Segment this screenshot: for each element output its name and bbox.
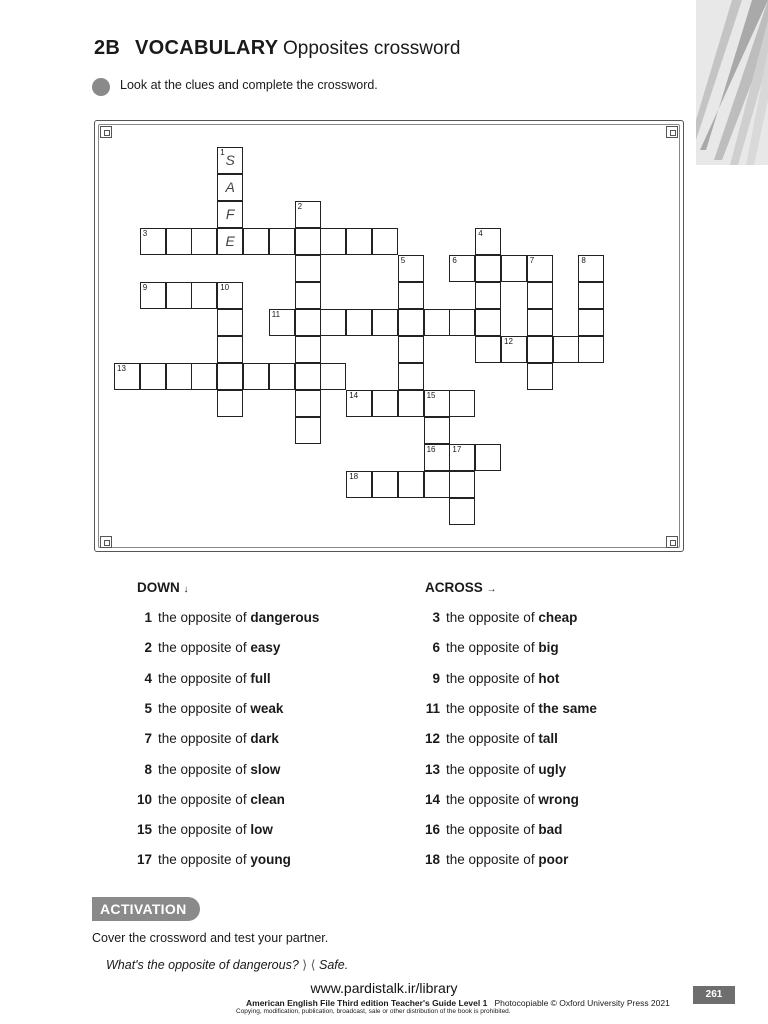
clue-keyword: easy xyxy=(250,640,281,656)
clue-number: 10 xyxy=(220,283,230,292)
crossword-cell[interactable] xyxy=(372,471,398,498)
crossword-cell[interactable] xyxy=(449,390,475,417)
answer-letter: F xyxy=(225,206,235,222)
down-clue xyxy=(130,762,280,782)
crossword-cell[interactable] xyxy=(398,255,424,282)
crossword-cell[interactable] xyxy=(346,390,372,417)
clue-number: 17 xyxy=(136,852,152,868)
across-clue xyxy=(418,701,597,721)
clue-number: 7 xyxy=(529,256,535,265)
crossword-cell[interactable] xyxy=(346,471,372,498)
clue-number: 6 xyxy=(452,256,457,265)
crossword-cell[interactable] xyxy=(295,417,321,444)
clue-number: 16 xyxy=(424,822,440,838)
across-clue xyxy=(418,731,558,751)
across-clue xyxy=(418,671,559,691)
clue-number: 6 xyxy=(432,640,440,656)
clue-keyword: wrong xyxy=(538,791,579,807)
clue-keyword: full xyxy=(250,670,271,686)
clue-text: the opposite of xyxy=(446,822,539,838)
answer-letter: E xyxy=(225,233,235,249)
clue-number: 14 xyxy=(424,791,440,807)
clue-text: the opposite of xyxy=(158,761,251,777)
crossword-cell[interactable] xyxy=(501,255,527,282)
clue-keyword: bad xyxy=(538,822,563,838)
frame-corner-ornament xyxy=(100,126,112,138)
crossword-cell[interactable] xyxy=(243,228,269,255)
clue-keyword: ugly xyxy=(538,761,567,777)
crossword-cell[interactable] xyxy=(217,174,243,201)
clue-number: 1 xyxy=(220,148,225,157)
down-clue xyxy=(130,671,271,691)
clue-keyword: big xyxy=(538,640,559,656)
crossword-cell[interactable] xyxy=(295,309,321,336)
crossword-cell[interactable] xyxy=(424,309,450,336)
crossword-cell[interactable] xyxy=(475,282,501,309)
crossword-cell[interactable] xyxy=(475,309,501,336)
clue-text: the opposite of xyxy=(158,670,251,686)
clue-number: 9 xyxy=(142,283,148,292)
clue-number: 7 xyxy=(144,731,152,747)
clue-text: the opposite of xyxy=(158,731,251,747)
crossword-cell[interactable] xyxy=(320,363,346,390)
across-clue xyxy=(418,610,577,630)
crossword-cell[interactable] xyxy=(398,363,424,390)
crossword-cell[interactable] xyxy=(295,201,321,228)
crossword-cell[interactable] xyxy=(578,336,604,363)
clue-number: 18 xyxy=(349,472,359,481)
down-clue xyxy=(130,610,319,630)
crossword-cell[interactable] xyxy=(398,390,424,417)
right-arrow-icon: → xyxy=(486,584,497,595)
clue-number: 15 xyxy=(136,822,152,838)
crossword-cell[interactable] xyxy=(320,228,346,255)
clue-text: the opposite of xyxy=(446,610,539,625)
activation-example: What's the opposite of dangerous? ⟩ ⟨ Safe. xyxy=(106,958,349,972)
clue-text: the opposite of xyxy=(446,640,539,656)
clue-number: 11 xyxy=(425,700,440,716)
across-clue xyxy=(418,792,579,812)
clue-keyword: weak xyxy=(250,700,284,716)
crossword-cell[interactable] xyxy=(527,336,553,363)
crossword-cell[interactable] xyxy=(217,309,243,336)
activation-label: ACTIVATION xyxy=(92,897,200,921)
across-clue xyxy=(418,822,562,842)
crossword-cell[interactable] xyxy=(217,363,243,390)
page-number: 261 xyxy=(693,986,735,1004)
frame-corner-ornament xyxy=(100,536,112,548)
crossword-cell[interactable] xyxy=(217,336,243,363)
crossword-cell[interactable] xyxy=(475,228,501,255)
clue-number: 11 xyxy=(271,310,281,319)
clue-number: 16 xyxy=(426,445,436,454)
crossword-cell[interactable] xyxy=(449,444,475,471)
clue-number: 18 xyxy=(424,852,440,868)
page-title: Opposites crossword xyxy=(283,38,461,59)
clue-keyword: slow xyxy=(250,761,281,777)
crossword-cell[interactable] xyxy=(424,417,450,444)
crossword-cell[interactable] xyxy=(191,228,217,255)
crossword-cell[interactable] xyxy=(527,255,553,282)
clue-number: 9 xyxy=(432,670,440,686)
clue-keyword: clean xyxy=(250,791,285,807)
clue-keyword: cheap xyxy=(538,610,578,625)
clue-text: the opposite of xyxy=(446,700,539,716)
clue-number: 13 xyxy=(117,364,126,373)
crossword-cell[interactable] xyxy=(295,282,321,309)
crossword-cell[interactable] xyxy=(346,228,372,255)
crossword-cell[interactable] xyxy=(269,228,295,255)
crossword-cell[interactable] xyxy=(295,390,321,417)
crossword-cell[interactable] xyxy=(527,282,553,309)
clue-number: 8 xyxy=(144,761,152,777)
crossword-cell[interactable] xyxy=(217,228,243,255)
crossword-cell[interactable] xyxy=(398,471,424,498)
crossword-cell[interactable] xyxy=(295,363,321,390)
crossword-cell[interactable] xyxy=(578,309,604,336)
crossword-cell[interactable] xyxy=(424,444,450,471)
clue-number: 8 xyxy=(581,256,586,265)
across-clue xyxy=(418,852,568,872)
clue-number: 17 xyxy=(452,445,462,454)
crossword-cell[interactable] xyxy=(475,336,501,363)
crossword-cell[interactable] xyxy=(424,471,450,498)
clue-text: the opposite of xyxy=(158,640,251,656)
clue-text: the opposite of xyxy=(158,700,251,716)
crossword-cell[interactable] xyxy=(553,336,579,363)
clue-number: 12 xyxy=(504,337,513,346)
down-clue xyxy=(130,640,280,660)
watermark-url: www.pardistalk.ir/library xyxy=(310,980,458,996)
clue-text: the opposite of xyxy=(446,761,539,777)
answer-letter: A xyxy=(225,179,235,195)
clue-number: 10 xyxy=(136,791,152,807)
clue-text: the opposite of xyxy=(446,670,539,686)
crossword-cell[interactable] xyxy=(217,147,243,174)
clue-number: 4 xyxy=(144,670,152,686)
crossword-cell[interactable] xyxy=(578,255,604,282)
across-clue xyxy=(418,762,566,782)
clue-keyword: tall xyxy=(538,731,558,747)
clue-text: the opposite of xyxy=(446,852,539,868)
unit-code: 2B xyxy=(94,37,120,59)
clue-text: the opposite of xyxy=(158,610,251,625)
clue-number: 3 xyxy=(142,229,148,238)
activation-text: Cover the crossword and test your partner. xyxy=(92,931,329,945)
footer-legal: Copying, modification, publication, broadcast, sale or other distribution of the book is prohibited. xyxy=(236,1008,511,1015)
clue-text: the opposite of xyxy=(158,822,251,838)
crossword-cell[interactable] xyxy=(372,228,398,255)
crossword-cell[interactable] xyxy=(166,228,192,255)
crossword-cell[interactable] xyxy=(372,390,398,417)
clue-number: 2 xyxy=(297,202,303,211)
clue-keyword: young xyxy=(250,852,291,868)
crossword-cell[interactable] xyxy=(269,363,295,390)
clue-number: 2 xyxy=(144,640,152,656)
crossword-cell[interactable] xyxy=(424,390,450,417)
crossword-cell[interactable] xyxy=(166,363,192,390)
crossword-cell[interactable] xyxy=(140,282,166,309)
clue-keyword: poor xyxy=(538,852,569,868)
crossword-cell[interactable] xyxy=(449,255,475,282)
down-clue xyxy=(130,792,285,812)
clue-keyword: low xyxy=(250,822,273,838)
crossword-cell[interactable] xyxy=(398,282,424,309)
crossword-cell[interactable] xyxy=(166,282,192,309)
crossword-cell[interactable] xyxy=(217,201,243,228)
clue-number: 13 xyxy=(424,761,440,777)
down-heading: DOWN ↓ xyxy=(137,580,189,595)
crossword-cell[interactable] xyxy=(475,444,501,471)
instruction: Look at the clues and complete the crossword. xyxy=(120,78,378,92)
crossword-cell[interactable] xyxy=(191,363,217,390)
crossword-cell[interactable] xyxy=(578,282,604,309)
clue-number: 3 xyxy=(432,610,440,625)
down-clue xyxy=(130,701,283,721)
crossword-cell[interactable] xyxy=(295,228,321,255)
crossword-cell[interactable] xyxy=(243,363,269,390)
clue-text: the opposite of xyxy=(446,791,539,807)
down-clue xyxy=(130,852,291,872)
crossword-cell[interactable] xyxy=(140,363,166,390)
clue-keyword: dark xyxy=(250,731,279,747)
crossword-cell[interactable] xyxy=(346,309,372,336)
frame-corner-ornament xyxy=(666,126,678,138)
across-heading: ACROSS → xyxy=(425,580,497,595)
crossword-cell[interactable] xyxy=(527,309,553,336)
clue-keyword: the same xyxy=(538,700,597,716)
crossword-cell[interactable] xyxy=(295,255,321,282)
down-clue xyxy=(130,822,273,842)
corner-decoration xyxy=(692,0,768,165)
crossword-cell[interactable] xyxy=(191,282,217,309)
clue-number: 14 xyxy=(349,391,359,400)
clue-text: the opposite of xyxy=(446,731,539,747)
crossword-cell[interactable] xyxy=(527,363,553,390)
crossword-cell[interactable] xyxy=(140,228,166,255)
crossword-cell[interactable] xyxy=(217,390,243,417)
crossword-cell[interactable] xyxy=(449,309,475,336)
clue-number: 4 xyxy=(478,229,483,238)
clue-number: 12 xyxy=(424,731,440,747)
clue-number: 15 xyxy=(426,391,436,400)
answer-letter: S xyxy=(225,152,235,168)
clue-number: 5 xyxy=(400,256,406,265)
down-clue xyxy=(130,731,279,751)
crossword-cell[interactable] xyxy=(372,309,398,336)
clue-text: the opposite of xyxy=(158,791,251,807)
clue-number: 5 xyxy=(144,700,152,716)
footer-credit: American English File Third edition Teacher's Guide Level 1 Photocopiable © Oxford University Press 2021 xyxy=(246,998,670,1008)
frame-corner-ornament xyxy=(666,536,678,548)
section-title: VOCABULARY xyxy=(135,37,279,59)
crossword-cell[interactable] xyxy=(398,309,424,336)
crossword-cell[interactable] xyxy=(475,255,501,282)
crossword-cell[interactable] xyxy=(217,282,243,309)
bullet-icon xyxy=(92,78,110,96)
clue-number: 1 xyxy=(144,610,152,625)
crossword-cell[interactable] xyxy=(501,336,527,363)
crossword-cell[interactable] xyxy=(320,309,346,336)
crossword-cell[interactable] xyxy=(449,498,475,525)
clue-keyword: dangerous xyxy=(250,610,320,625)
across-clue xyxy=(418,640,559,660)
crossword-cell[interactable] xyxy=(449,471,475,498)
crossword-cell[interactable] xyxy=(295,336,321,363)
crossword-cell[interactable] xyxy=(398,336,424,363)
clue-text: the opposite of xyxy=(158,852,251,868)
clue-keyword: hot xyxy=(538,670,560,686)
down-arrow-icon: ↓ xyxy=(183,584,189,595)
crossword-cell[interactable] xyxy=(114,363,140,390)
crossword-cell[interactable] xyxy=(269,309,295,336)
